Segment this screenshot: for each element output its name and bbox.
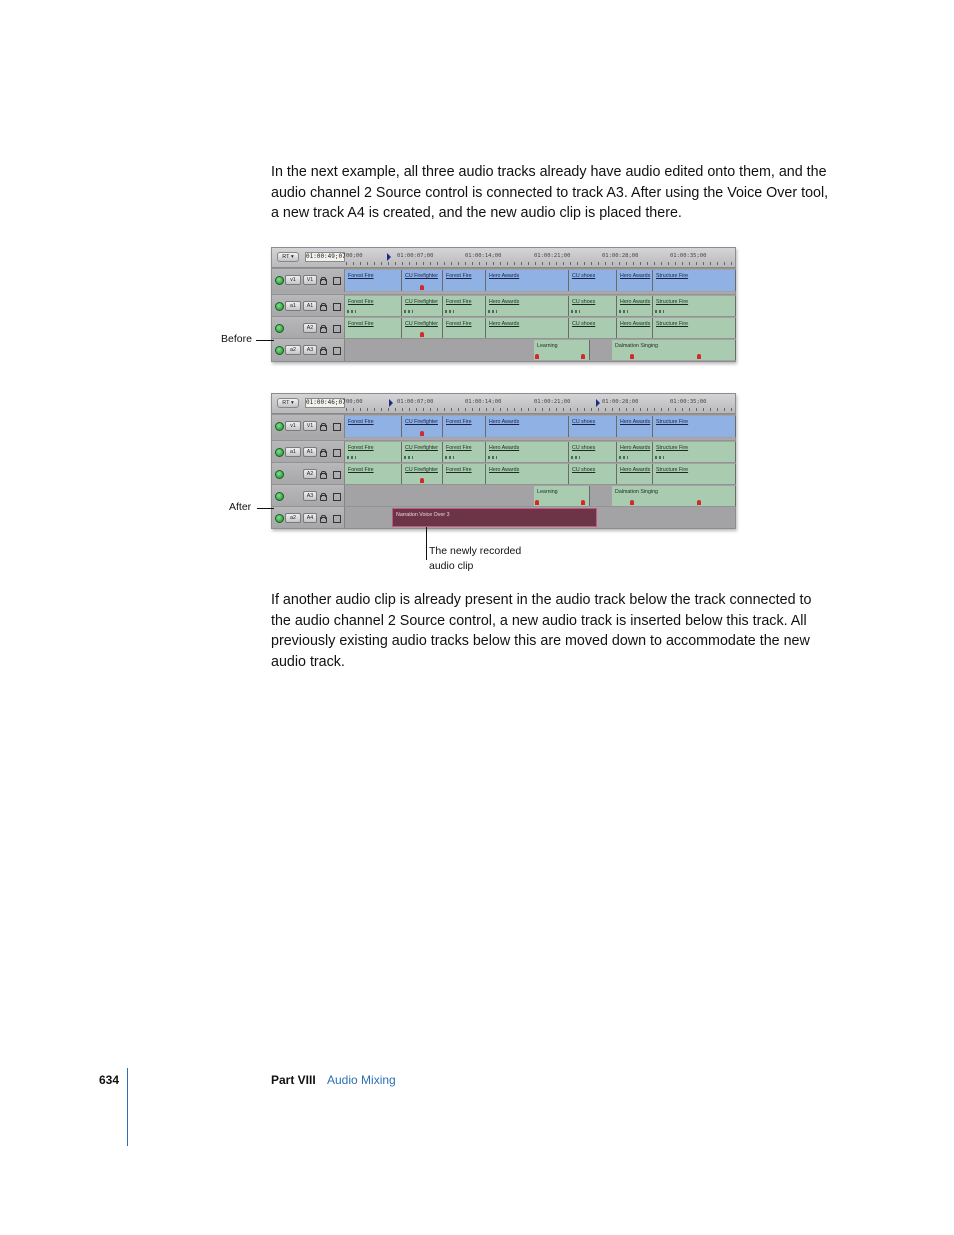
destination-control[interactable]: A2 (303, 323, 317, 333)
timeline-clip[interactable]: CU Firefighter (402, 296, 443, 316)
auto-select-icon[interactable] (333, 303, 341, 311)
timeline-clip[interactable]: Hero Awards (617, 270, 653, 291)
timeline-clip[interactable]: CU shoes (569, 416, 617, 437)
clip-marker (420, 431, 424, 436)
clip-marker (581, 354, 585, 359)
timeline-clip[interactable]: CU shoes (569, 296, 617, 316)
auto-select-icon[interactable] (333, 515, 341, 523)
out-point-icon[interactable] (596, 399, 600, 407)
ruler-tick: 01:00:07;00 (397, 399, 434, 405)
link-indicator (619, 310, 628, 313)
timeline-clip[interactable]: Hero Awards (617, 416, 653, 437)
closing-paragraph: If another audio clip is already present in the audio track below the track connected to the audio channel 2 Source control, a new audio track is inserted below this track. All previously existing audio tracks below this are moved down to accommodate the new audio track. (271, 592, 812, 670)
track-v1 (272, 414, 735, 438)
link-indicator (488, 310, 497, 313)
timeline-clip[interactable]: Hero Awards (617, 296, 653, 316)
track-audible-icon[interactable] (275, 514, 284, 523)
ruler-tick: 01:00:07;00 (397, 253, 434, 259)
footer-divider (127, 1068, 128, 1146)
lock-icon[interactable] (320, 425, 327, 431)
auto-select-icon[interactable] (333, 493, 341, 501)
before-leader-line (256, 340, 274, 341)
timeline-clip[interactable]: Forest Fire (345, 270, 402, 291)
link-indicator (488, 456, 497, 459)
ruler-tick: 01:00:28;00 (602, 253, 639, 259)
timeline-clip[interactable]: Hero Awards (617, 442, 653, 462)
timeline-clip[interactable]: Forest Fire (443, 318, 486, 338)
timecode-field[interactable]: 01:00:46;07 (306, 399, 346, 406)
timeline-clip[interactable]: Hero Awards (486, 296, 569, 316)
timeline-clip[interactable]: Structure Fire (653, 318, 736, 338)
timeline-clip[interactable]: Forest Fire (345, 464, 402, 484)
timeline-clip[interactable]: CU Firefighter (402, 318, 443, 338)
clip-marker (420, 478, 424, 483)
new-clip-label-line2: audio clip (429, 560, 474, 572)
lock-icon[interactable] (320, 327, 327, 333)
track-visibility-icon[interactable] (275, 276, 284, 285)
timeline-clip[interactable]: Hero Awards (486, 416, 569, 437)
destination-control[interactable]: A3 (303, 491, 317, 501)
ruler-tick: 01:00:21;00 (534, 253, 571, 259)
link-indicator (404, 456, 413, 459)
track-controls (272, 339, 345, 361)
link-indicator (571, 310, 580, 313)
voiceover-clip[interactable]: Narration Voice Over 3 (392, 508, 597, 527)
link-indicator (619, 456, 628, 459)
timeline-clip[interactable]: CU shoes (569, 442, 617, 462)
track-a1 (272, 294, 735, 317)
timeline-clip[interactable]: Forest Fire (345, 296, 402, 316)
auto-select-icon[interactable] (333, 347, 341, 355)
ruler-tick: 00;00 (346, 399, 363, 405)
timeline-clip[interactable]: Dalmation Singing (612, 486, 736, 506)
destination-control[interactable]: V1 (303, 275, 317, 285)
ruler-tick: 01:00:21;00 (534, 399, 571, 405)
destination-control[interactable]: A4 (303, 513, 317, 523)
track-lane (345, 317, 735, 339)
track-controls (272, 441, 345, 463)
track-a2 (272, 316, 735, 339)
page-number: 634 (99, 1073, 120, 1087)
clip-marker (420, 332, 424, 337)
auto-select-icon[interactable] (333, 449, 341, 457)
new-clip-leader-line (426, 527, 427, 560)
in-point-icon[interactable] (389, 399, 393, 407)
timeline-before (271, 247, 736, 362)
link-indicator (347, 310, 356, 313)
lock-icon[interactable] (320, 495, 327, 501)
track-lane (345, 441, 735, 463)
lock-icon[interactable] (320, 473, 327, 479)
track-lane (345, 485, 735, 507)
timeline-clip[interactable]: Hero Awards (486, 270, 569, 291)
clip-marker (581, 500, 585, 505)
timeline-clip[interactable]: Hero Awards (486, 442, 569, 462)
timeline-clip[interactable]: Forest Fire (345, 442, 402, 462)
before-label: Before (221, 333, 252, 345)
clip-marker (697, 500, 701, 505)
destination-control[interactable]: A1 (303, 447, 317, 457)
track-lane (345, 507, 735, 528)
link-indicator (445, 456, 454, 459)
ruler-scale (346, 262, 733, 265)
track-audible-icon[interactable] (275, 492, 284, 501)
new-clip-label-line1: The newly recorded (429, 545, 522, 557)
timeline-clip[interactable]: Learning (534, 486, 590, 506)
link-indicator (655, 456, 664, 459)
link-indicator (445, 310, 454, 313)
clip-marker (420, 285, 424, 290)
ruler-tick: 01:00:35;00 (670, 399, 707, 405)
clip-marker (630, 500, 634, 505)
timeline-clip[interactable]: CU shoes (569, 464, 617, 484)
track-lane (345, 415, 735, 438)
track-a3 (272, 484, 735, 507)
track-controls (272, 317, 345, 339)
source-control[interactable]: v1 (285, 421, 301, 431)
track-controls (272, 269, 345, 292)
ruler-scale (346, 408, 733, 411)
timeline-clip[interactable]: Structure Fire (653, 442, 736, 462)
timeline-after (271, 393, 736, 529)
track-lane (345, 269, 735, 292)
timeline-clip[interactable]: Forest Fire (443, 464, 486, 484)
track-lane (345, 463, 735, 485)
timeline-clip[interactable]: Hero Awards (486, 318, 569, 338)
ruler-tick: 01:00:14;00 (465, 399, 502, 405)
track-controls (272, 415, 345, 438)
lock-icon[interactable] (320, 305, 327, 311)
track-audible-icon[interactable] (275, 448, 284, 457)
link-indicator (404, 310, 413, 313)
timeline-clip[interactable]: Forest Fire (443, 270, 486, 291)
timeline-clip[interactable]: CU Firefighter (402, 416, 443, 437)
track-controls (272, 295, 345, 317)
track-a1 (272, 440, 735, 463)
source-control[interactable]: a2 (285, 345, 301, 355)
clip-marker (697, 354, 701, 359)
destination-control[interactable]: A3 (303, 345, 317, 355)
source-control[interactable]: a1 (285, 447, 301, 457)
footer-section-link[interactable]: Audio Mixing (327, 1073, 396, 1087)
link-indicator (347, 456, 356, 459)
ruler-tick: 01:00:28;00 (602, 399, 639, 405)
auto-select-icon[interactable] (333, 277, 341, 285)
track-audible-icon[interactable] (275, 324, 284, 333)
timeline-clip[interactable]: CU Firefighter (402, 464, 443, 484)
timeline-clip[interactable]: CU Firefighter (402, 270, 443, 291)
destination-control[interactable]: A2 (303, 469, 317, 479)
auto-select-icon[interactable] (333, 471, 341, 479)
lock-icon[interactable] (320, 517, 327, 523)
destination-control[interactable]: A1 (303, 301, 317, 311)
auto-select-icon[interactable] (333, 423, 341, 431)
source-control[interactable]: a1 (285, 301, 301, 311)
rt-menu-button[interactable]: RT ▾ (277, 252, 299, 262)
after-label: After (229, 501, 252, 513)
track-audible-icon[interactable] (275, 470, 284, 479)
timeline-clip[interactable]: Forest Fire (345, 318, 402, 338)
ruler-tick: 01:00:14;00 (465, 253, 502, 259)
footer-part-label: Part VIII (271, 1073, 316, 1087)
timeline-clip[interactable]: Learning (534, 340, 590, 360)
ruler-tick: 01:00:35;00 (670, 253, 707, 259)
timeline-clip[interactable]: Forest Fire (443, 296, 486, 316)
clip-marker (535, 354, 539, 359)
timeline-clip[interactable]: Forest Fire (345, 416, 402, 437)
timeline-clip[interactable]: CU Firefighter (402, 442, 443, 462)
track-audible-icon[interactable] (275, 346, 284, 355)
track-audible-icon[interactable] (275, 302, 284, 311)
timeline-clip[interactable]: Hero Awards (617, 318, 653, 338)
lock-icon[interactable] (320, 349, 327, 355)
timeline-clip[interactable]: Dalmation Singing (612, 340, 736, 360)
link-indicator (571, 456, 580, 459)
track-controls (272, 485, 345, 507)
timeline-clip[interactable]: Structure Fire (653, 270, 736, 291)
timeline-clip[interactable]: Structure Fire (653, 464, 736, 484)
timeline-clip[interactable]: Forest Fire (443, 416, 486, 437)
track-visibility-icon[interactable] (275, 422, 284, 431)
source-control[interactable]: v1 (285, 275, 301, 285)
track-lane (345, 339, 735, 361)
clip-marker (630, 354, 634, 359)
track-v1 (272, 268, 735, 292)
auto-select-icon[interactable] (333, 325, 341, 333)
track-a4 (272, 506, 735, 528)
link-indicator (655, 310, 664, 313)
ruler-tick: 00;00 (346, 253, 363, 259)
destination-control[interactable]: V1 (303, 421, 317, 431)
in-point-icon[interactable] (387, 253, 391, 261)
intro-paragraph: In the next example, all three audio tracks already have audio edited onto them, and the audio channel 2 Source control is connected to track A3. After using the Voice Over tool, a new track A4 is created, and the new audio clip is placed there. (271, 164, 829, 222)
timeline-clip[interactable]: Structure Fire (653, 296, 736, 316)
track-controls (272, 507, 345, 528)
timecode-field[interactable]: 01:00:49;07 (306, 253, 346, 260)
timeline-ruler[interactable] (272, 394, 735, 414)
clip-marker (535, 500, 539, 505)
track-lane (345, 295, 735, 317)
track-controls (272, 463, 345, 485)
track-a3 (272, 338, 735, 361)
lock-icon[interactable] (320, 279, 327, 285)
rt-menu-button[interactable]: RT ▾ (277, 398, 299, 408)
track-a2 (272, 462, 735, 485)
timeline-clip[interactable]: CU shoes (569, 270, 617, 291)
timeline-clip[interactable]: CU shoes (569, 318, 617, 338)
source-control[interactable]: a2 (285, 513, 301, 523)
timeline-clip[interactable]: Hero Awards (486, 464, 569, 484)
timeline-clip[interactable]: Forest Fire (443, 442, 486, 462)
timeline-ruler[interactable] (272, 248, 735, 268)
lock-icon[interactable] (320, 451, 327, 457)
timeline-clip[interactable]: Structure Fire (653, 416, 736, 437)
timeline-clip[interactable]: Hero Awards (617, 464, 653, 484)
after-leader-line (257, 508, 274, 509)
